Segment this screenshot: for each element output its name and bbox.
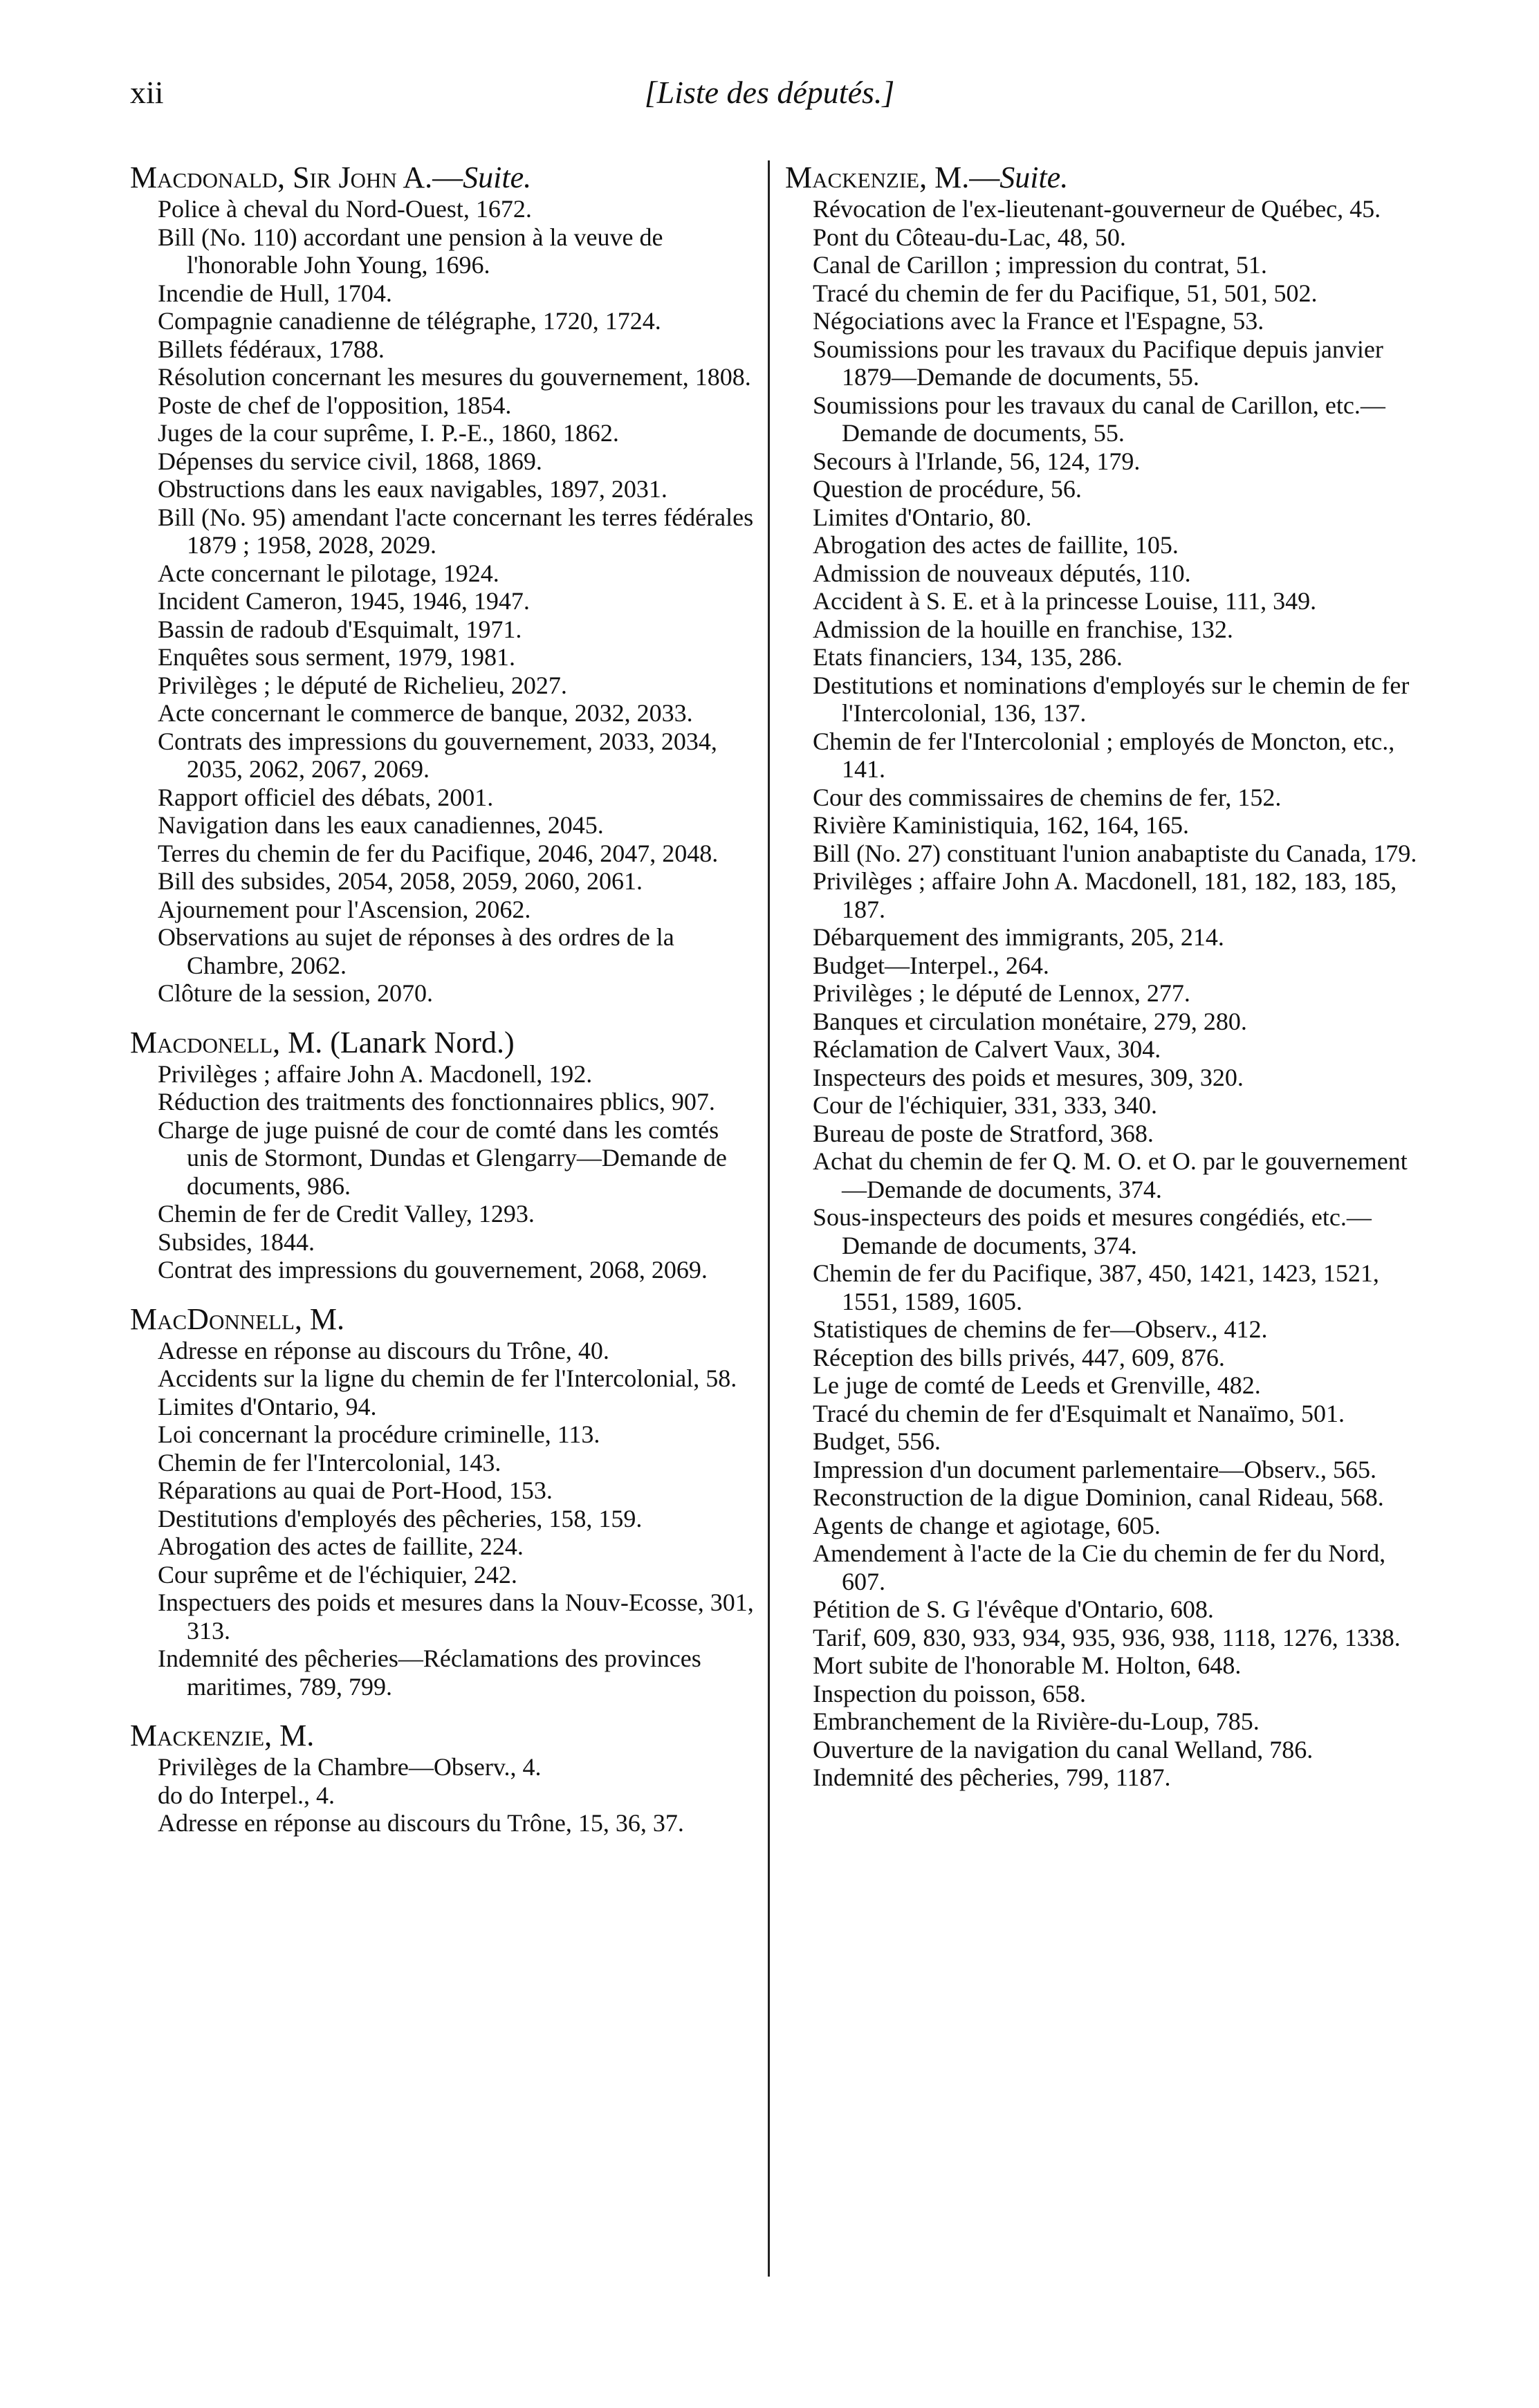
subject-entry: Etats financiers, 134, 135, 286. — [813, 643, 1123, 671]
subject-entry: Accidents sur la ligne du chemin de fer l'Intercolonial, 58. — [158, 1364, 737, 1392]
subject-entry: Navigation dans les eaux canadiennes, 2045. — [158, 811, 604, 839]
subject-entry: Négociations avec la France et l'Espagne, 53. — [813, 307, 1264, 335]
subject-entry: Dépenses du service civil, 1868, 1869. — [158, 447, 542, 475]
subject-entry: Réception des bills privés, 447, 609, 876. — [813, 1343, 1225, 1371]
subject-entry: Privilèges ; affaire John A. Macdonell, 192. — [158, 1059, 593, 1088]
subject-entry: Budget, 556. — [813, 1427, 941, 1455]
running-title: [Liste des députés.] — [644, 75, 895, 110]
subject-entry: Privilèges de la Chambre—Observ., 4. — [158, 1753, 542, 1781]
subject-entry: Question de procédure, 56. — [813, 475, 1082, 503]
member-name-heading — [130, 1026, 766, 1060]
subject-entry: Police à cheval du Nord-Ouest, 1672. — [158, 195, 532, 223]
subject-entry: Tracé du chemin de fer du Pacifique, 51, 501, 502. — [813, 279, 1318, 307]
subject-entry: Pétition de S. G l'évêque d'Ontario, 608. — [813, 1595, 1214, 1623]
subject-entry: Subsides, 1844. — [158, 1228, 315, 1256]
subject-entry: Bureau de poste de Stratford, 368. — [813, 1119, 1154, 1147]
subject-entry: Statistiques de chemins de fer—Observ., 412. — [813, 1315, 1268, 1343]
member-name: Mackenzie, M.— — [785, 160, 1000, 194]
subject-entry: Contrats des impressions du gouvernement, 2033, 2034, 2035, 2062, 2067, 2069. — [158, 727, 717, 783]
column-divider — [768, 160, 770, 2277]
member-name-suffix: Suite. — [999, 160, 1069, 194]
subject-entry: Inspecteurs des poids et mesures, 309, 320. — [813, 1063, 1244, 1091]
member-name-heading — [130, 160, 766, 195]
subject-entry: Abrogation des actes de faillite, 224. — [158, 1532, 524, 1560]
subject-entry: Cour suprême et de l'échiquier, 242. — [158, 1560, 517, 1589]
subject-entry: Amendement à l'acte de la Cie du chemin de fer du Nord, 607. — [813, 1539, 1386, 1595]
page-header — [0, 66, 1539, 121]
index-entry — [130, 160, 766, 1008]
subject-entry: Rapport officiel des débats, 2001. — [158, 783, 494, 811]
subject-entry: Observations au sujet de réponses à des ordres de la Chambre, 2062. — [158, 923, 674, 979]
subject-entry: Bill (No. 95) amendant l'acte concernant les terres fédérales 1879 ; 1958, 2028, 2029. — [158, 503, 754, 559]
member-name-heading — [130, 1719, 766, 1753]
subject-entry: Acte concernant le commerce de banque, 2032, 2033. — [158, 699, 693, 727]
subject-entry: Débarquement des immigrants, 205, 214. — [813, 923, 1224, 951]
subject-entry: Cour de l'échiquier, 331, 333, 340. — [813, 1091, 1157, 1119]
subject-entry: Adresse en réponse au discours du Trône, 15, 36, 37. — [158, 1809, 684, 1837]
subject-entry: Enquêtes sous serment, 1979, 1981. — [158, 643, 515, 671]
subject-entry: Limites d'Ontario, 80. — [813, 503, 1032, 531]
subject-entry: Révocation de l'ex-lieutenant-gouverneur de Québec, 45. — [813, 195, 1381, 223]
subject-entry: Canal de Carillon ; impression du contrat, 51. — [813, 251, 1267, 279]
subject-entry: Contrat des impressions du gouvernement, 2068, 2069. — [158, 1256, 708, 1284]
member-name: Macdonald, Sir John A.— — [130, 160, 463, 194]
member-name: Macdonell, M. — [130, 1025, 331, 1059]
subject-entry: Le juge de comté de Leeds et Grenville, 482. — [813, 1371, 1261, 1399]
subject-entry: Agents de change et agiotage, 605. — [813, 1511, 1161, 1539]
subject-entry: Incident Cameron, 1945, 1946, 1947. — [158, 587, 530, 615]
subject-entry: Ajournement pour l'Ascension, 2062. — [158, 895, 531, 923]
index-column-left — [130, 160, 766, 1855]
subject-entry: Rivière Kaministiquia, 162, 164, 165. — [813, 811, 1189, 839]
subject-entry: Adresse en réponse au discours du Trône, 40. — [158, 1336, 609, 1364]
subject-entry: Réclamation de Calvert Vaux, 304. — [813, 1035, 1161, 1063]
subject-entry: Impression d'un document parlementaire—Observ., 565. — [813, 1455, 1376, 1483]
subject-entry: Juges de la cour suprême, I. P.-E., 1860, 1862. — [158, 419, 619, 447]
subject-entry: Soumissions pour les travaux du Pacifique depuis janvier 1879—Demande de documents, 55. — [813, 335, 1383, 391]
subject-entry: Inspection du poisson, 658. — [813, 1679, 1086, 1707]
subject-entry: Cour des commissaires de chemins de fer, 152. — [813, 783, 1282, 811]
subject-entry: Clôture de la session, 2070. — [158, 979, 433, 1007]
subject-entry: Privilèges ; le député de Lennox, 277. — [813, 979, 1190, 1007]
subject-entry: Destitutions et nominations d'employés sur le chemin de fer l'Intercolonial, 136, 137. — [813, 671, 1410, 727]
subject-entry: Abrogation des actes de faillite, 105. — [813, 531, 1179, 559]
member-name-suffix: Suite. — [463, 160, 532, 194]
index-column-right — [785, 160, 1421, 1810]
subject-entry: Bill (No. 27) constituant l'union anabaptiste du Canada, 179. — [813, 839, 1417, 867]
subject-entry: Chemin de fer l'Intercolonial, 143. — [158, 1448, 501, 1476]
subject-entry: Chemin de fer du Pacifique, 387, 450, 1421, 1423, 1521, 1551, 1589, 1605. — [813, 1259, 1379, 1315]
subject-entry: do do Interpel., 4. — [158, 1781, 335, 1809]
subject-entry: Budget—Interpel., 264. — [813, 951, 1049, 979]
subject-entry: Destitutions d'employés des pêcheries, 158, 159. — [158, 1504, 643, 1532]
subject-entry: Tarif, 609, 830, 933, 934, 935, 936, 938, 1118, 1276, 1338. — [813, 1623, 1401, 1651]
subject-entry: Compagnie canadienne de télégraphe, 1720, 1724. — [158, 307, 661, 335]
index-entry — [130, 1719, 766, 1837]
index-entry — [785, 160, 1421, 1792]
subject-entry: Indemnité des pêcheries, 799, 1187. — [813, 1763, 1171, 1791]
subject-entry: Limites d'Ontario, 94. — [158, 1392, 377, 1420]
subject-entry: Soumissions pour les travaux du canal de Carillon, etc.—Demande de documents, 55. — [813, 391, 1385, 447]
subject-entry: Sous-inspecteurs des poids et mesures congédiés, etc.—Demande de documents, 374. — [813, 1203, 1372, 1259]
subject-entry: Tracé du chemin de fer d'Esquimalt et Nanaïmo, 501. — [813, 1399, 1345, 1427]
subject-entry: Reconstruction de la digue Dominion, canal Rideau, 568. — [813, 1483, 1384, 1511]
subject-entry: Poste de chef de l'opposition, 1854. — [158, 391, 512, 419]
member-name-suffix: (Lanark Nord.) — [330, 1025, 515, 1059]
subject-entry: Secours à l'Irlande, 56, 124, 179. — [813, 447, 1141, 475]
subject-entry: Privilèges ; affaire John A. Macdonell, 181, 182, 183, 185, 187. — [813, 867, 1397, 923]
subject-entry: Mort subite de l'honorable M. Holton, 648. — [813, 1651, 1242, 1679]
subject-entry: Embranchement de la Rivière-du-Loup, 785. — [813, 1707, 1260, 1735]
subject-entry: Acte concernant le pilotage, 1924. — [158, 559, 499, 587]
subject-entry: Indemnité des pêcheries—Réclamations des provinces maritimes, 789, 799. — [158, 1645, 701, 1701]
subject-entry: Billets fédéraux, 1788. — [158, 335, 385, 363]
subject-entry: Admission de nouveaux députés, 110. — [813, 559, 1191, 587]
subject-entry: Réduction des traitments des fonctionnaires pblics, 907. — [158, 1088, 715, 1115]
subject-entry: Bill des subsides, 2054, 2058, 2059, 2060, 2061. — [158, 867, 643, 895]
subject-entry: Pont du Côteau-du-Lac, 48, 50. — [813, 223, 1126, 251]
subject-entry: Réparations au quai de Port-Hood, 153. — [158, 1476, 553, 1504]
subject-entry: Banques et circulation monétaire, 279, 280. — [813, 1007, 1247, 1035]
subject-entry: Loi concernant la procédure criminelle, 113. — [158, 1420, 600, 1448]
subject-entry: Admission de la houille en franchise, 132. — [813, 615, 1233, 643]
subject-entry: Incendie de Hull, 1704. — [158, 279, 392, 307]
subject-entry: Charge de juge puisné de cour de comté dans les comtés unis de Stormont, Dundas et Glengarry—Demande de documents, 986. — [158, 1115, 727, 1200]
member-name-heading — [785, 160, 1421, 195]
member-name: MacDonnell, M. — [130, 1302, 345, 1336]
subject-entry: Obstructions dans les eaux navigables, 1897, 2031. — [158, 475, 667, 503]
subject-entry: Accident à S. E. et à la princesse Louise, 111, 349. — [813, 587, 1317, 615]
subject-entry: Terres du chemin de fer du Pacifique, 2046, 2047, 2048. — [158, 839, 719, 867]
subject-entry: Inspectuers des poids et mesures dans la Nouv-Ecosse, 301, 313. — [158, 1589, 754, 1645]
subject-entry: Chemin de fer l'Intercolonial ; employés de Moncton, etc., 141. — [813, 727, 1395, 783]
index-entry — [130, 1302, 766, 1701]
subject-entry: Achat du chemin de fer Q. M. O. et O. par le gouvernement—Demande de documents, 374. — [813, 1147, 1408, 1203]
member-name-heading — [130, 1302, 766, 1337]
subject-entry: Bill (No. 110) accordant une pension à la veuve de l'honorable John Young, 1696. — [158, 223, 663, 279]
index-entry — [130, 1026, 766, 1284]
subject-entry: Ouverture de la navigation du canal Welland, 786. — [813, 1735, 1314, 1763]
member-name: Mackenzie, M. — [130, 1719, 315, 1752]
subject-entry: Privilèges ; le député de Richelieu, 2027. — [158, 671, 567, 699]
subject-entry: Bassin de radoub d'Esquimalt, 1971. — [158, 615, 522, 643]
page-number: xii — [130, 75, 164, 110]
subject-entry: Chemin de fer de Credit Valley, 1293. — [158, 1200, 535, 1228]
subject-entry: Résolution concernant les mesures du gouvernement, 1808. — [158, 363, 751, 391]
